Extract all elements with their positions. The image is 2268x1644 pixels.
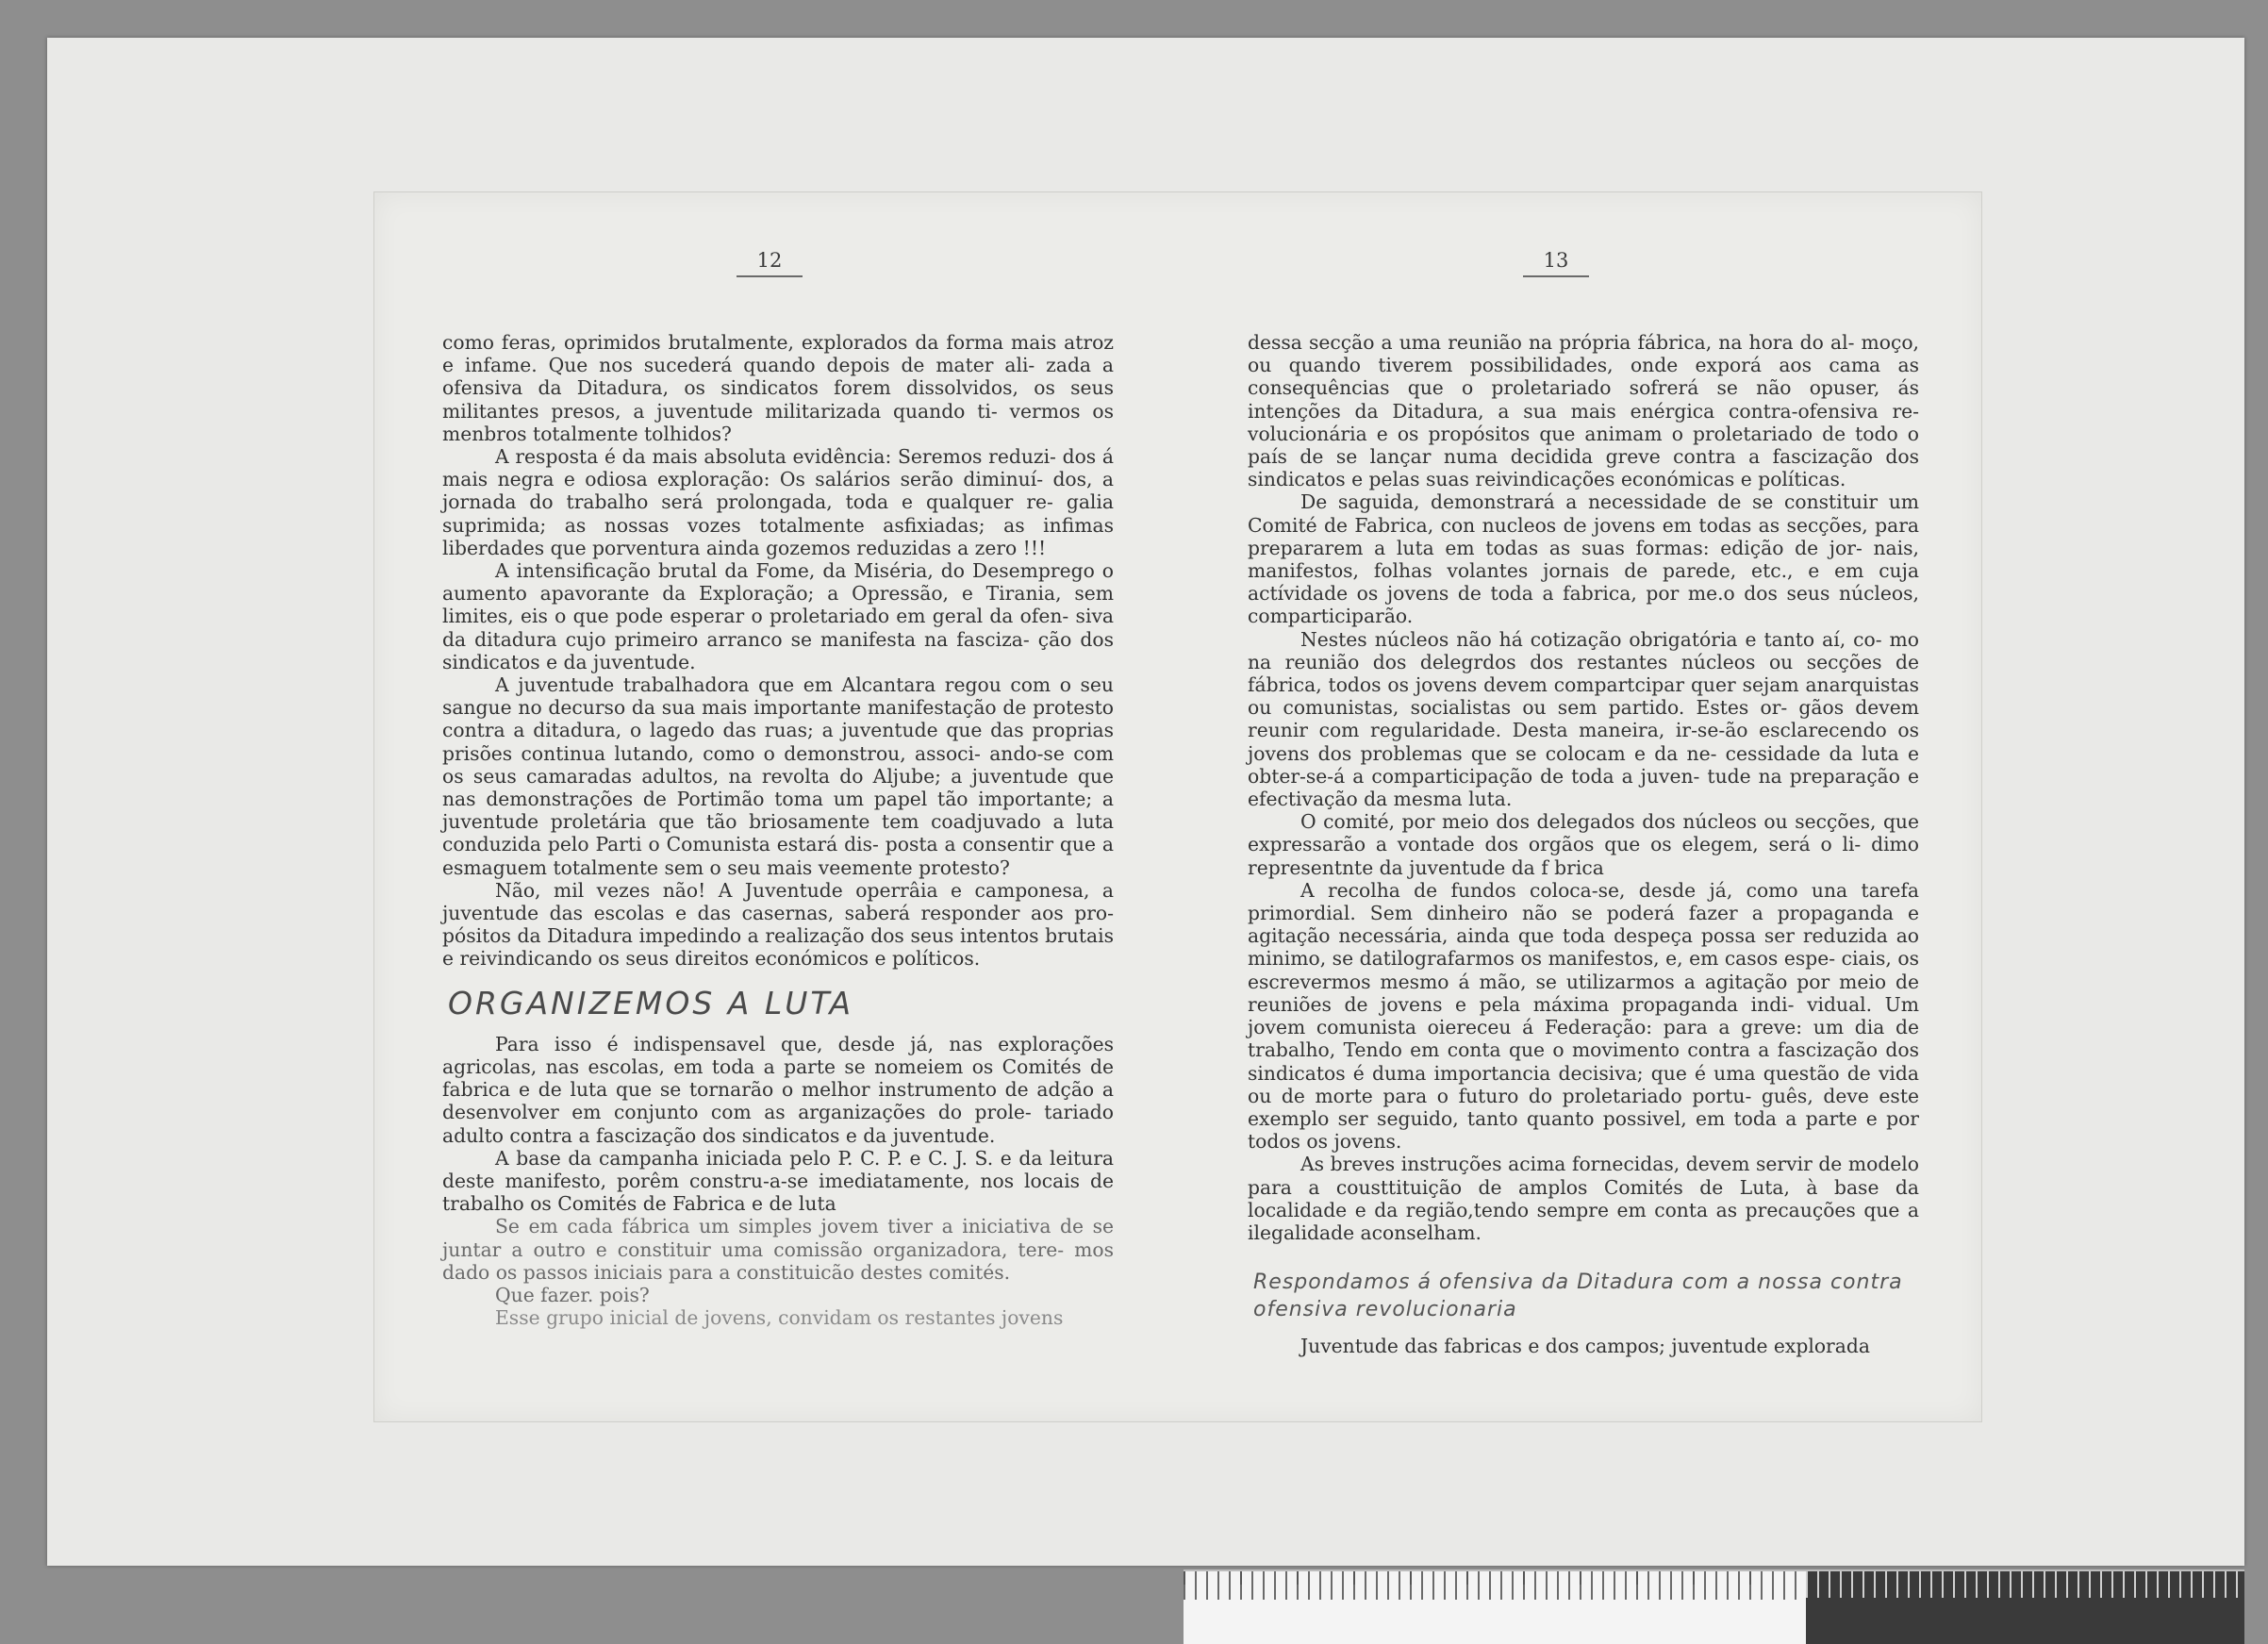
closing-line: Juventude das fabricas e dos campos; juventude explorada [1300,1335,1870,1358]
paragraph: Nestes núcleos não há cotização obrigatória e tanto aí, co- mo na reunião dos delegrdos dos restantes núcleos ou secções de fábrica, todos os jovens devem compartcipar quer sejam anarquistas ou comunistas, socialistas ou sem partido. Estes or- gãos devem reunir com regularidade. Desta maneira, ir-se-ão esclarecendo os jovens dos problemas que se colocam e da ne- cessidade da luta e obter-se-á a comparticipação de toda a juven- tude na preparação e efectivação da mesma luta. [1248,627,1919,811]
left-page-column [442,331,1114,1329]
paragraph: Para isso é indispensavel que, desde já, nas explorações agricolas, nas escolas, em toda a parte se nomeiem os Comités de fabrica e de luta que se tornarão o melhor instrumento de adção a desenvolver em conjunto com as arganizações do prole- tariado adulto contra a fascização dos sindicatos e da juventude. [442,1032,1114,1147]
paragraph: Esse grupo inicial de jovens, convidam os restantes jovens [495,1306,1064,1330]
paragraph: Não, mil vezes não! A Juventude operrâia e camponesa, a juventude das escolas e das casernas, saberá responder aos pro- pósitos da Ditadura impedindo a realização dos seus intentos brutais e reivindicando os seus direitos económicos e políticos. [442,878,1114,971]
paragraph: como feras, oprimidos brutalmente, explorados da forma mais atroz e infame. Que nos sucederá quando depois de mater ali- zada a ofensiva da Ditadura, os sindicatos forem dissolvidos, os seus militantes presos, a juventude militarizada quando ti- vermos os menbros totalmente tolhidos? [442,331,1114,445]
ruler-dark-segment [1806,1571,2244,1644]
paragraph: A resposta é da mais absoluta evidência: Seremos reduzi- dos á mais negra e odiosa exploração: Os salários serão diminuí- dos, a jornada do trabalho será prolongada, toda e qualquer re- galia suprimida; as nossas vozes totalmente asfixiadas; as infimas liberdades que porventura ainda gozemos reduzidas a zero !!! [442,445,1114,559]
paragraph: A juventude trabalhadora que em Alcantara regou com o seu sangue no decurso da sua mais importante manifestação de protesto contra a ditadura, o lagedo das ruas; a juventude que das proprias prisões continua lutando, como o demonstrou, associ- ando-se com os seus camaradas adultos, na revolta do Aljube; a juventude que nas demonstrações de Portimão toma um papel tão importante; a juventude proletária que tão briosamente tem coadjuvado a luta conduzida pelo Parti o Comunista estará dis- posta a consentir que a esmaguem totalmente sem o seu mais veemente protesto? [442,673,1114,879]
paragraph: Se em cada fábrica um simples jovem tiver a iniciativa de se juntar a outro e constituir uma comissão organizadora, tere- mos dado os passos iniciais para a constituicão destes comités. [442,1215,1114,1284]
paragraph: A base da campanha iniciada pelo P. C. P. e C. J. S. e da leitura deste manifesto, porêm constru-a-se imediatamente, nos locais de trabalho os Comités de Fabrica e de luta [442,1146,1114,1216]
paragraph: De saguida, demonstrará a necessidade de se constituir um Comité de Fabrica, con nucleos de jovens em todas as secções, para prepararem a luta em todas as suas formas: edição de jor- nais, manifestos, folhas volantes jornais de parede, etc., e em cuja actívidade os jovens de toda a fabrica, por me.o dos seus núcleos, comparticiparão. [1248,490,1919,628]
paragraph: As breves instruções acima fornecidas, devem servir de modelo para a cousttituição de amplos Comités de Luta, à base da localidade e da região,tendo sempre em conta as precauções que a ilegalidade aconselham. [1248,1153,1919,1244]
paragraph: A intensificação brutal da Fome, da Miséria, do Desemprego o aumento apavorante da Exploração; a Opressão, e Tirania, sem limites, eis o que pode esperar o proletariado em geral da ofen- siva da ditadura cujo primeiro arranco se manifesta na fasciza- ção dos sindicatos e da juventude. [442,559,1114,673]
mount-board [47,38,2244,1566]
document-spread [373,191,1982,1422]
page-number-left: 12 [737,249,803,277]
closing-subheading: Respondamos á ofensiva da Ditadura com a nossa contra ofensiva revolucionaria [1253,1270,1903,1322]
ruler-major-ticks [1184,1571,1806,1585]
section-heading: ORGANIZEMOS A LUTA [448,984,854,1021]
paragraph: dessa secção a uma reunião na própria fábrica, na hora do al- moço, ou quando tiverem possibilidades, onde exporá aos cama as consequências que o proletariado sofrerá se não opuser, ás intenções da Ditadura, a sua mais enérgica contra-ofensiva re- volucionária e os propósitos que animam o proletariado de todo o país de se lançar numa decidida greve contra a fascização dos sindicatos e pelas suas reivindicações económicas e políticas. [1248,331,1919,491]
paragraph: Que fazer. pois? [495,1283,650,1306]
scale-ruler [1184,1569,2244,1644]
page-number-right: 13 [1523,249,1589,277]
paragraph: O comité, por meio dos delegados dos núcleos ou secções, que expressarão a vontade dos orgãos que os elegem, será o li- dimo representnte da juventude da f brica [1248,810,1919,879]
right-page-column [1248,331,1919,1357]
paragraph: A recolha de fundos coloca-se, desde já, como una tarefa primordial. Sem dinheiro não se poderá fazer a propaganda e agitação necessária, ainda que toda despeça possa ser reduzida ao minimo, se datilografarmos os manifestos, e, em casos espe- ciais, os escrevermos mesmo á mão, se utilizarmos a agitação por meio de reuniões de jovens e pela máxima propaganda indi- vidual. Um jovem comunista oiereceu á Federação: para a greve: um dia de trabalho, Tendo em conta que o movimento contra a fascização dos sindicatos é duma importancia decisiva; que é uma questão de vida ou de morte para o futuro do proletariado portu- guês, deve este exemplo ser seguido, tanto quanto possivel, em toda a parte e por todos os jovens. [1248,878,1919,1154]
